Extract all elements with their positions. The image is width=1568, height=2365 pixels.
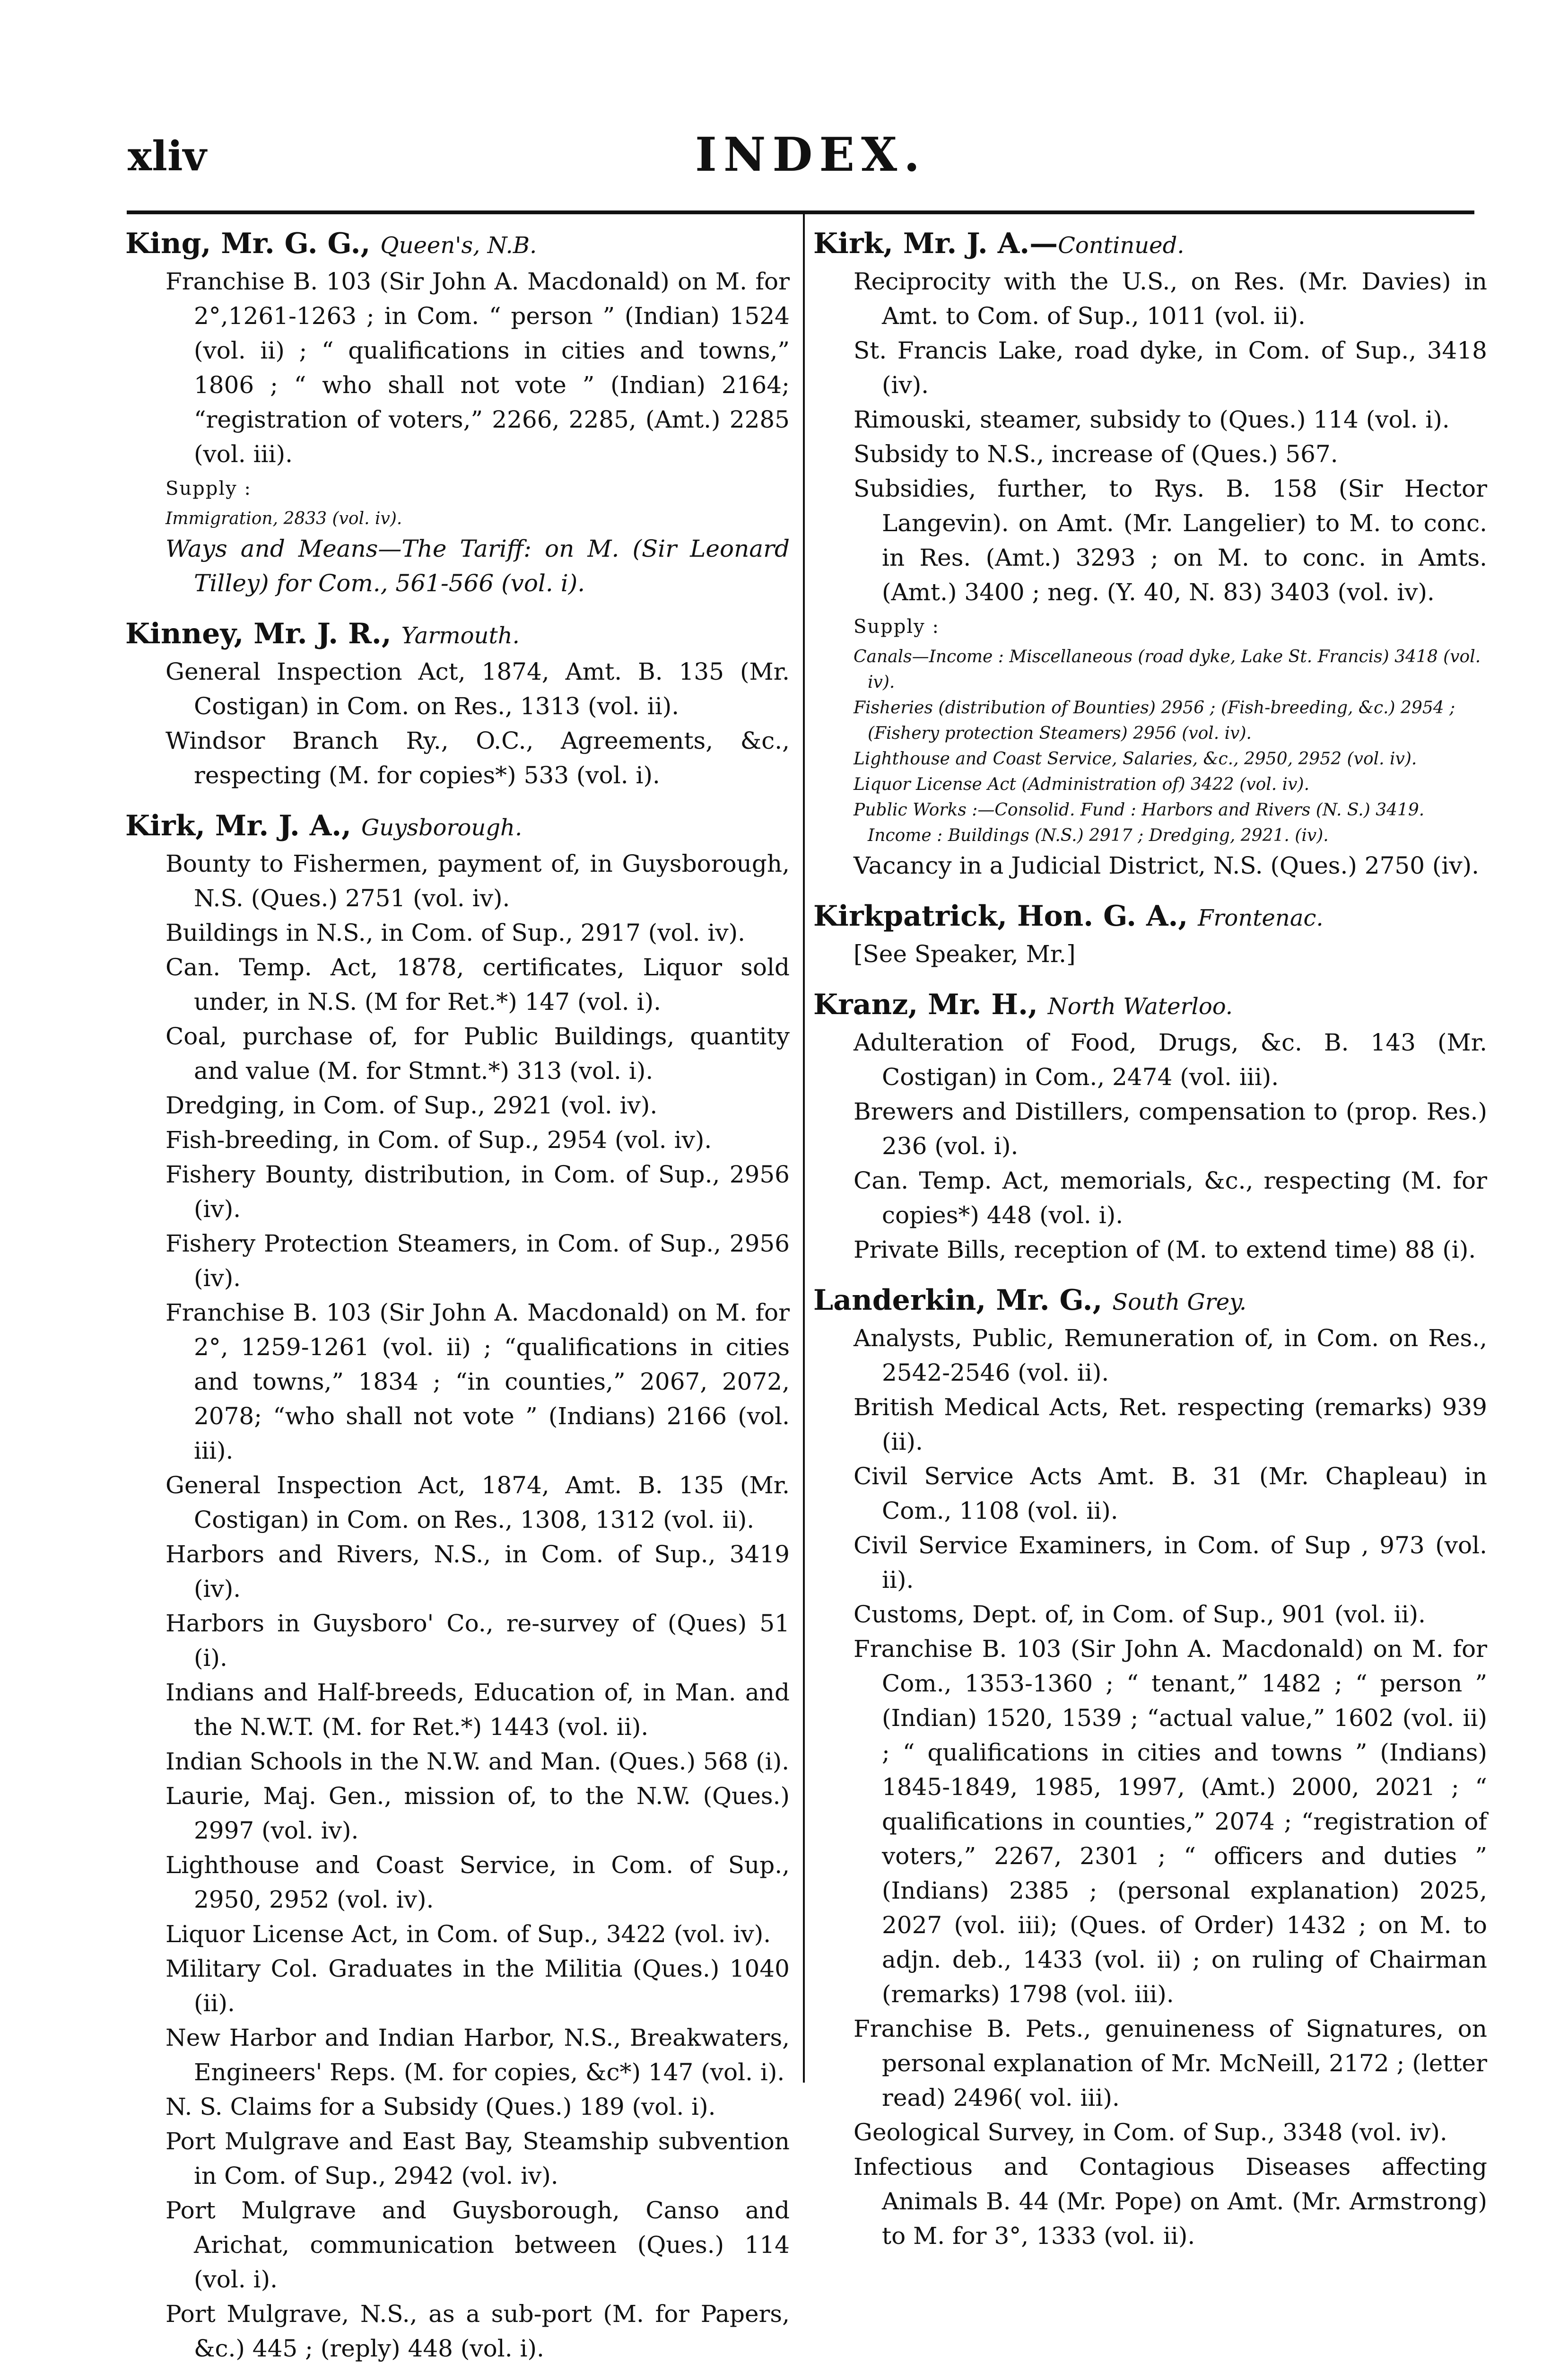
header-rule — [127, 210, 1474, 214]
constituency: Queen's, N.B. — [380, 232, 537, 259]
entry-item: General Inspection Act, 1874, Amt. B. 135 (Mr. Costigan) in Com. on Res., 1313 (vol. ii). — [166, 658, 790, 720]
supply-label: Supply : — [166, 478, 252, 499]
entry-item: Private Bills, reception of (M. to extend time) 88 (i). — [854, 1236, 1476, 1263]
entry-item: General Inspection Act, 1874, Amt. B. 135 (Mr. Costigan) in Com. on Res., 1308, 1312 (vol. ii). — [166, 1472, 790, 1533]
entry-item: Indians and Half-breeds, Education of, in Man. and the N.W.T. (M. for Ret.*) 1443 (vol. ii). — [166, 1679, 790, 1741]
entry-heading — [813, 225, 1487, 264]
entry-item: Civil Service Acts Amt. B. 31 (Mr. Chapleau) in Com., 1108 (vol. ii). — [854, 1463, 1487, 1524]
index-entry — [125, 615, 790, 793]
entry-item: Liquor License Act, in Com. of Sup., 3422 (vol. iv). — [166, 1920, 771, 1948]
continued-label: Continued. — [1058, 232, 1185, 259]
constituency: North Waterloo. — [1047, 993, 1233, 1020]
entry-item: Analysts, Public, Remuneration of, in Com. on Res., 2542-2546 (vol. ii). — [854, 1324, 1487, 1386]
member-name: Kinney, Mr. J. R., — [125, 617, 392, 650]
entry-item: Port Mulgrave and East Bay, Steamship subvention in Com. of Sup., 2942 (vol. iv). — [166, 2128, 790, 2190]
constituency: Yarmouth. — [401, 622, 520, 649]
entry-item: Lighthouse and Coast Service, in Com. of Sup., 2950, 2952 (vol. iv). — [166, 1851, 790, 1913]
supply-item: Canals—Income : Miscellaneous (road dyke, Lake St. Francis) 3418 (vol. iv). — [854, 647, 1481, 692]
constituency: South Grey. — [1112, 1289, 1247, 1315]
entry-heading — [125, 225, 790, 264]
entry-item: Franchise B. 103 (Sir John A. Macdonald) on M. for Com., 1353-1360 ; “ tenant,” 1482 ; “ person ” (Indian) 1520, 1539 ; “actual value,” 1602 (vol. ii) ; “ qualifications in cities and towns ” (Indians) 1845-1849, 1985, 1997, (Amt.) 2000, 2021 ; “ qualifications in counties,” 2074 ; “registration of voters,” 2267, 2301 ; “ officers and duties ” (Indians) 2385 ; (personal explanation) 2025, 2027 (vol. iii); (Ques. of Order) 1432 ; on M. to adjn. deb., 1433 (vol. ii) ; on ruling of Chairman (remarks) 1798 (vol. iii). — [854, 1635, 1487, 2008]
member-name: Kirk, Mr. J. A., — [125, 809, 352, 842]
entry-item: Buildings in N.S., in Com. of Sup., 2917 (vol. iv). — [166, 919, 746, 946]
entry-item: Franchise B. 103 (Sir John A. Macdonald) on M. for 2°, 1259-1261 (vol. ii) ; “qualifications in cities and towns,” 1834 ; “in counties,” 2067, 2072, 2078; “who shall not vote ” (Indians) 2166 (vol. iii). — [166, 1299, 790, 1464]
cross-reference: [See Speaker, Mr.] — [854, 940, 1076, 968]
entry-item: Fishery Protection Steamers, in Com. of Sup., 2956 (iv). — [166, 1230, 790, 1292]
supply-label: Supply : — [854, 616, 940, 638]
entry-heading — [125, 807, 790, 847]
index-entry — [813, 225, 1487, 883]
constituency: Guysborough. — [361, 815, 523, 841]
entry-item: N. S. Claims for a Subsidy (Ques.) 189 (vol. i). — [166, 2093, 716, 2120]
constituency: Frontenac. — [1198, 905, 1324, 931]
entry-item: Reciprocity with the U.S., on Res. (Mr. Davies) in Amt. to Com. of Sup., 1011 (vol. ii). — [854, 268, 1487, 330]
entry-item: Customs, Dept. of, in Com. of Sup., 901 (vol. ii). — [854, 1601, 1426, 1628]
entry-item: Infectious and Contagious Diseases affecting Animals B. 44 (Mr. Pope) on Amt. (Mr. Armstrong) to M. for 3°, 1333 (vol. ii). — [854, 2153, 1487, 2250]
member-name: Kranz, Mr. H., — [813, 988, 1038, 1021]
entry-item: Military Col. Graduates in the Militia (Ques.) 1040 (ii). — [166, 1955, 790, 2017]
supply-item: Ways and Means—The Tariff: on M. (Sir Leonard Tilley) for Com., 561-566 (vol. i). — [166, 535, 790, 597]
index-entry — [813, 897, 1487, 972]
entry-item: Geological Survey, in Com. of Sup., 3348 (vol. iv). — [854, 2119, 1447, 2146]
entry-item: Port Mulgrave and Guysborough, Canso and Arichat, communication between (Ques.) 114 (vol. i). — [166, 2197, 790, 2293]
page-number: xliv — [128, 132, 207, 180]
entry-item: Can. Temp. Act, 1878, certificates, Liquor sold under, in N.S. (M for Ret.*) 147 (vol. i). — [166, 954, 790, 1016]
entry-item: Bounty to Fishermen, payment of, in Guysborough, N.S. (Ques.) 2751 (vol. iv). — [166, 850, 790, 912]
supply-item: Immigration, 2833 (vol. iv). — [166, 509, 402, 528]
entry-item: Coal, purchase of, for Public Buildings, quantity and value (M. for Stmnt.*) 313 (vol. i). — [166, 1023, 790, 1085]
column-divider — [803, 214, 805, 2083]
entry-item: Laurie, Maj. Gen., mission of, to the N.W. (Ques.) 2997 (vol. iv). — [166, 1782, 790, 1844]
entry-item: Rimouski, steamer, subsidy to (Ques.) 114 (vol. i). — [854, 406, 1450, 433]
member-name: Kirkpatrick, Hon. G. A., — [813, 900, 1188, 933]
entry-item: Franchise B. Pets., genuineness of Signatures, on personal explanation of Mr. McNeill, 2172 ; (letter read) 2496( vol. iii). — [854, 2015, 1487, 2111]
supply-item: Public Works :—Consolid. Fund : Harbors and Rivers (N. S.) 3419. Income : Buildings (N.S.) 2917 ; Dredging, 2921. (iv). — [854, 800, 1425, 845]
entry-item: Franchise B. 103 (Sir John A. Macdonald) on M. for 2°,1261-1263 ; in Com. “ person ” (Indian) 1524 (vol. ii) ; “ qualifications in cities and towns,” 1806 ; “ who shall not vote ” (Indian) 2164; “registration of voters,” 2266, 2285, (Amt.) 2285 (vol. iii). — [166, 268, 790, 468]
entry-heading — [125, 615, 790, 655]
member-name: Kirk, Mr. J. A.— — [813, 227, 1058, 260]
entry-item: St. Francis Lake, road dyke, in Com. of Sup., 3418 (iv). — [854, 337, 1487, 399]
index-entry — [813, 986, 1487, 1267]
entry-item: Dredging, in Com. of Sup., 2921 (vol. iv). — [166, 1092, 658, 1119]
entry-item: Harbors and Rivers, N.S., in Com. of Sup., 3419 (iv). — [166, 1541, 790, 1603]
right-column — [813, 225, 1487, 2253]
member-name: King, Mr. G. G., — [125, 227, 371, 260]
entry-item: Indian Schools in the N.W. and Man. (Ques.) 568 (i). — [166, 1748, 790, 1775]
left-column — [125, 225, 790, 2365]
entry-item: Vacancy in a Judicial District, N.S. (Ques.) 2750 (iv). — [854, 852, 1480, 879]
member-name: Landerkin, Mr. G., — [813, 1284, 1103, 1317]
entry-heading — [813, 986, 1487, 1025]
entry-item: Can. Temp. Act, memorials, &c., respecting (M. for copies*) 448 (vol. i). — [854, 1167, 1487, 1229]
entry-item: Adulteration of Food, Drugs, &c. B. 143 (Mr. Costigan) in Com., 2474 (vol. iii). — [854, 1029, 1487, 1091]
entry-item: Port Mulgrave, N.S., as a sub-port (M. for Papers, &c.) 445 ; (reply) 448 (vol. i). — [166, 2300, 790, 2362]
supply-item: Liquor License Act (Administration of) 3422 (vol. iv). — [854, 775, 1310, 794]
entry-item: Subsidy to N.S., increase of (Ques.) 567. — [854, 440, 1338, 468]
entry-item: New Harbor and Indian Harbor, N.S., Breakwaters, Engineers' Reps. (M. for copies, &c*) 147 (vol. i). — [166, 2024, 790, 2086]
index-entry — [125, 225, 790, 601]
entry-heading — [813, 1281, 1487, 1321]
entry-item: Subsidies, further, to Rys. B. 158 (Sir Hector Langevin). on Amt. (Mr. Langelier) to M. to conc. in Res. (Amt.) 3293 ; on M. to conc. in Amts. (Amt.) 3400 ; neg. (Y. 40, N. 83) 3403 (vol. iv). — [854, 475, 1487, 606]
page-title: INDEX. — [695, 128, 927, 182]
entry-item: Harbors in Guysboro' Co., re-survey of (Ques) 51 (i). — [166, 1610, 790, 1672]
supply-item: Fisheries (distribution of Bounties) 2956 ; (Fish-breeding, &c.) 2954 ; (Fishery protection Steamers) 2956 (vol. iv). — [854, 698, 1455, 743]
supply-item: Lighthouse and Coast Service, Salaries, &c., 2950, 2952 (vol. iv). — [854, 749, 1417, 769]
entry-item: Civil Service Examiners, in Com. of Sup , 973 (vol. ii). — [854, 1532, 1487, 1594]
entry-item: British Medical Acts, Ret. respecting (remarks) 939 (ii). — [854, 1393, 1487, 1455]
index-entry — [125, 807, 790, 2365]
entry-item: Fish-breeding, in Com. of Sup., 2954 (vol. iv). — [166, 1126, 712, 1154]
index-entry — [813, 1281, 1487, 2253]
entry-item: Brewers and Distillers, compensation to (prop. Res.) 236 (vol. i). — [854, 1098, 1487, 1160]
entry-heading — [813, 897, 1487, 937]
entry-item: Fishery Bounty, distribution, in Com. of Sup., 2956 (iv). — [166, 1161, 790, 1223]
entry-item: Windsor Branch Ry., O.C., Agreements, &c., respecting (M. for copies*) 533 (vol. i). — [166, 727, 790, 789]
